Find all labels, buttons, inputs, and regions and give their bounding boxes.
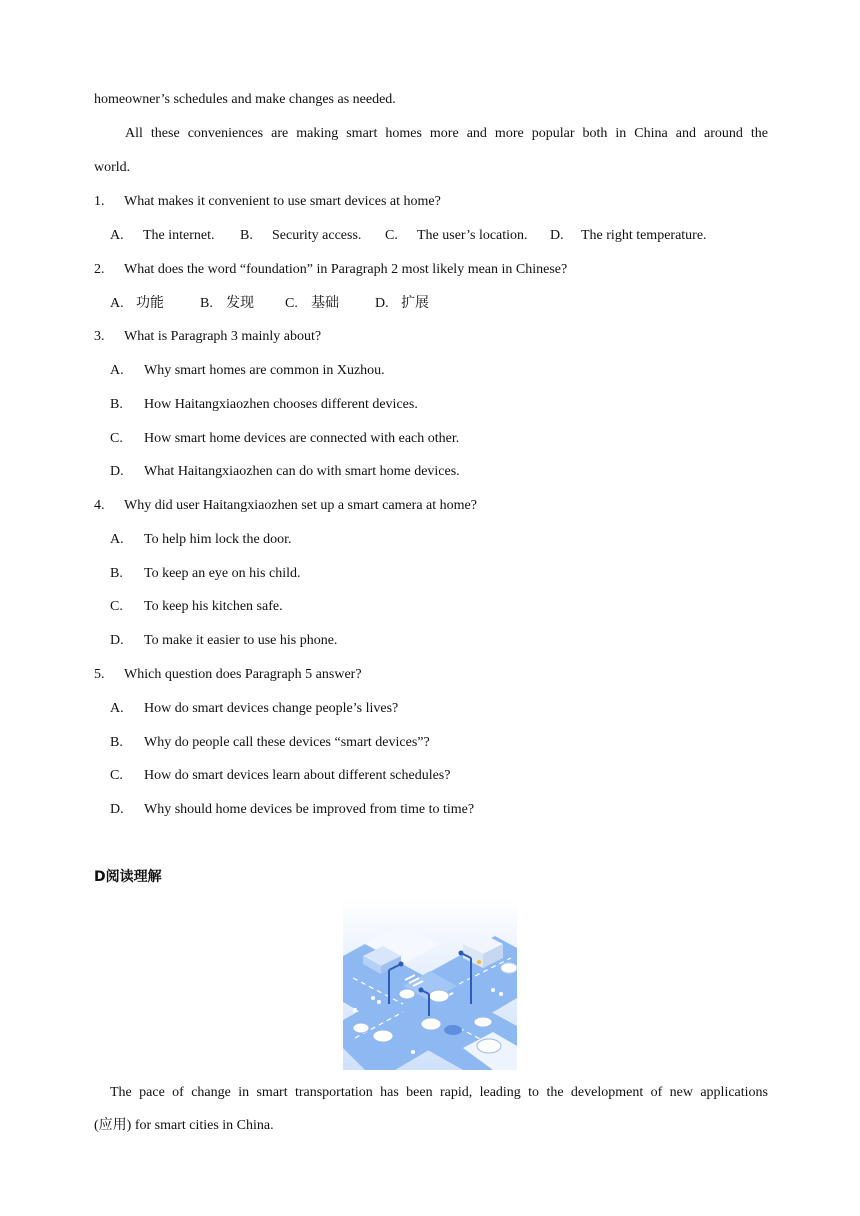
- option-letter: A.: [110, 228, 124, 243]
- question-4-option-b: [110, 564, 300, 584]
- option-text: What Haitangxiaozhen can do with smart home devices.: [144, 464, 460, 479]
- question-5-option-b: [110, 733, 430, 753]
- option-letter: D.: [110, 464, 124, 479]
- question-5-option-a: [110, 699, 398, 719]
- option-letter: D.: [375, 296, 389, 311]
- paragraph-conveniences-line1: All these conveniences are making smart homes more and more popular both in China and around the: [125, 126, 768, 141]
- option-letter: A.: [110, 701, 124, 716]
- paragraph-conveniences-line2: world.: [94, 160, 131, 175]
- passage-d-line2: (应用) for smart cities in China.: [94, 1118, 274, 1133]
- option-text: The user’s location.: [417, 228, 528, 243]
- question-1-options: [110, 226, 707, 246]
- option-letter: D.: [110, 633, 124, 648]
- option-letter: B.: [110, 397, 123, 412]
- question-4-option-c: [110, 597, 283, 617]
- option-letter: D.: [550, 228, 564, 243]
- question-3-option-c: [110, 429, 459, 449]
- option-text: How smart home devices are connected with each other.: [144, 431, 460, 446]
- question-4-option-a: [110, 530, 292, 550]
- option-letter: A.: [110, 296, 124, 311]
- option-text: To help him lock the door.: [144, 532, 292, 547]
- option-text: Why do people call these devices “smart devices”?: [144, 735, 430, 750]
- option-text: 扩展: [401, 295, 429, 311]
- option-letter: A.: [110, 363, 124, 378]
- question-1: [94, 192, 441, 212]
- question-text: What does the word “foundation” in Paragraph 2 most likely mean in Chinese?: [124, 262, 568, 277]
- option-text: The right temperature.: [581, 228, 707, 243]
- section-heading: D阅读理解: [94, 869, 162, 885]
- question-4-option-d: [110, 631, 337, 651]
- question-3-option-b: [110, 395, 418, 415]
- option-letter: D.: [110, 802, 124, 817]
- question-text: What is Paragraph 3 mainly about?: [124, 329, 322, 344]
- option-letter: C.: [385, 228, 398, 243]
- option-letter: C.: [285, 296, 298, 311]
- option-text: How Haitangxiaozhen chooses different devices.: [144, 397, 418, 412]
- question-text: Which question does Paragraph 5 answer?: [124, 667, 362, 682]
- question-5-option-d: [110, 800, 474, 820]
- option-text: Why smart homes are common in Xuzhou.: [144, 363, 385, 378]
- question-2-options: [110, 293, 429, 314]
- question-3-option-d: [110, 462, 460, 482]
- option-text: The internet.: [143, 228, 215, 243]
- question-3-option-a: [110, 361, 385, 381]
- question-number: 1.: [94, 194, 105, 209]
- option-text: 功能: [136, 295, 164, 311]
- option-text: How do smart devices learn about different schedules?: [144, 768, 451, 783]
- option-letter: A.: [110, 532, 124, 547]
- question-number: 3.: [94, 329, 105, 344]
- question-text: Why did user Haitangxiaozhen set up a smart camera at home?: [124, 498, 477, 513]
- question-text: What makes it convenient to use smart devices at home?: [124, 194, 441, 209]
- smart-city-intersection-illustration: [343, 898, 517, 1070]
- question-5-option-c: [110, 766, 450, 786]
- question-number: 4.: [94, 498, 105, 513]
- option-letter: B.: [200, 296, 213, 311]
- option-text: How do smart devices change people’s lives?: [144, 701, 399, 716]
- question-3: [94, 327, 321, 347]
- question-2: [94, 260, 567, 280]
- option-letter: C.: [110, 431, 123, 446]
- option-text: To keep his kitchen safe.: [144, 599, 283, 614]
- question-4: [94, 496, 477, 516]
- question-number: 5.: [94, 667, 105, 682]
- paragraph-end-text: homeowner’s schedules and make changes as needed.: [94, 92, 396, 107]
- question-5: [94, 665, 362, 685]
- passage-d-line1: The pace of change in smart transportation has been rapid, leading to the development of new applications: [110, 1085, 768, 1100]
- option-letter: C.: [110, 768, 123, 783]
- option-letter: B.: [240, 228, 253, 243]
- option-text: Why should home devices be improved from time to time?: [144, 802, 475, 817]
- option-text: To make it easier to use his phone.: [144, 633, 338, 648]
- option-text: To keep an eye on his child.: [144, 566, 301, 581]
- option-letter: B.: [110, 566, 123, 581]
- option-text: Security access.: [272, 228, 362, 243]
- option-text: 基础: [311, 295, 339, 311]
- option-letter: C.: [110, 599, 123, 614]
- question-number: 2.: [94, 262, 105, 277]
- option-text: 发现: [226, 295, 254, 311]
- option-letter: B.: [110, 735, 123, 750]
